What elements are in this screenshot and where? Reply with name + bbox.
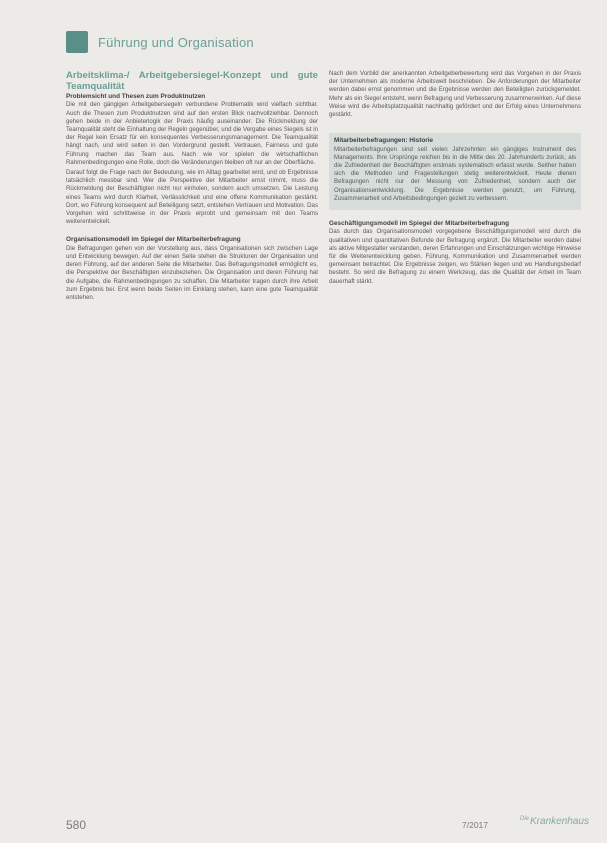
logo-text: Krankenhaus [530,816,589,827]
info-box-heading: Mitarbeiterbefragungen: Historie [334,137,434,145]
page-number: 580 [66,818,87,832]
body-paragraph: Die mit den gängigen Arbeitgebersiegeln verbundene Problematik wird vielfach sichtbar. Auch die Thesen zum Produktnutzen sind auf den ersten Blick nachvollziehbar. Dennoch gehen beide in der Anbieterlogik der Praxis häufig auseinander. Die Rückmeldung der Teamqualität steht die Einhaltung der Regeln gegenüber, und die Vergabe eines Siegels ist in der Regel kein Ersatz für ein konsequentes Verbesserungsmanagement. Die Teamqualität hängt nach, und wird selten in den Vordergrund gestellt. Vertrauen, Fairness und gute Führung machen das Team aus. Nach wie vor spielen die wirtschaftlichen Rahmenbedingungen eine Rolle, doch die Veränderungen bleiben oft nur an der Oberfläche. [66,101,318,166]
section-title: Führung und Organisation [98,34,254,50]
article-title: Arbeitsklima-/ Arbeitgebersiegel-Konzept und gute Teamqualität [66,70,318,92]
issue-number: 7/2017 [462,820,488,830]
left-column [66,70,318,304]
body-paragraph: Die Befragungen gehen von der Vorstellung aus, dass Organisationen sich zwischen Lage und Entwicklung bewegen. Auf der einen Seite stehen die Strukturen der Organisation und deren Führung, auf der anderen Seite die Mitarbeiter. Das Befragungsmodell ermöglicht es, die Perspektive der Beschäftigten einzubeziehen. Die Organisation und deren Führung hat die Aufgabe, die Rahmenbedingungen zu schaffen. Die Mitarbeiter tragen durch ihre Arbeit zum Ergebnis bei. Erst wenn beide Seiten im Einklang stehen, kann eine gute Teamqualität entstehen. [66,244,318,302]
section-marker [66,31,88,53]
body-paragraph: Das durch das Organisationsmodell vorgegebene Beschäftigungsmodell wird durch die qualitativen und quantitativen Befunde der Befragung ergänzt. Die Mitarbeiter werden dabei als aktive Mitgestalter verstanden, deren Erfahrungen und Einschätzungen wichtige Hinweise für die Weiterentwicklung geben. Führung, Kommunikation und Zusammenarbeit werden gemeinsam betrachtet. Die Ergebnisse zeigen, wo Stärken liegen und wo Handlungsbedarf besteht. So wird die Befragung zu einem Werkzeug, das die Qualität der Arbeit im Team dauerhaft stärkt. [329,228,581,285]
section-heading: Organisationsmodell im Spiegel der Mitarbeiterbefragung [66,236,241,244]
section-heading: Geschäftigungsmodell im Spiegel der Mitarbeiterbefragung [329,220,510,228]
info-box-text: Mitarbeiterbefragungen sind seit vielen Jahrzehnten ein gängiges Instrument des Managements. Ihre Ursprünge reichen bis in die Mitte des 20. Jahrhunderts zurück, als die Zufriedenheit der Beschäftigten erstmals systematisch erfasst wurde. Seither haben sich die Methoden und Fragestellungen stetig weiterentwickelt. Heute dienen Befragungen nicht nur der Messung von Zufriedenheit, sondern auch der Organisationsentwicklung. Die Ergebnisse werden genutzt, um Führung, Zusammenarbeit und Arbeitsbedingungen gezielt zu verbessern. [334,145,576,202]
body-paragraph: Nach dem Vorbild der anerkannten Arbeitgeberbewertung wird das Vorgehen in der Praxis der Unternehmen als moderne Arbeitswelt beschrieben. Die Anforderungen der Mitarbeiter werden dabei ernst genommen und die Ergebnisse werden den Beteiligten zurückgemeldet. Mehr als ein Siegel entsteht, wenn Befragung und Verbesserung zusammenwirken. Auf diese Weise wird die Arbeitsplatzqualität nachhaltig gefördert und der Erfolg eines Unternehmens gestärkt. [329,70,581,119]
section-header [66,30,386,54]
logo-prefix: Die [520,816,530,822]
magazine-logo [520,816,589,827]
section-heading: Problemsicht und Thesen zum Produktnutzen [66,93,206,100]
body-paragraph: Darauf folgt die Frage nach der Bedeutung, wie im Alltag gearbeitet wird, und ob Ergebnisse tatsächlich messbar sind. Wer die Perspektive der Mitarbeiter ernst nimmt, muss die Rückmeldung der Beschäftigten nicht nur einholen, sondern auch umsetzen. Die Leistung eines Teams wird durch Klarheit, Verlässlichkeit und eine offene Kommunikation gestärkt. Dort, wo Führung konsequent auf Beteiligung setzt, entstehen Vertrauen und Motivation. Das Vorgehen wird schrittweise in der Praxis erprobt und gemeinsam mit den Teams weiterentwickelt. [66,169,318,226]
info-box [329,133,581,210]
right-column [329,70,581,288]
